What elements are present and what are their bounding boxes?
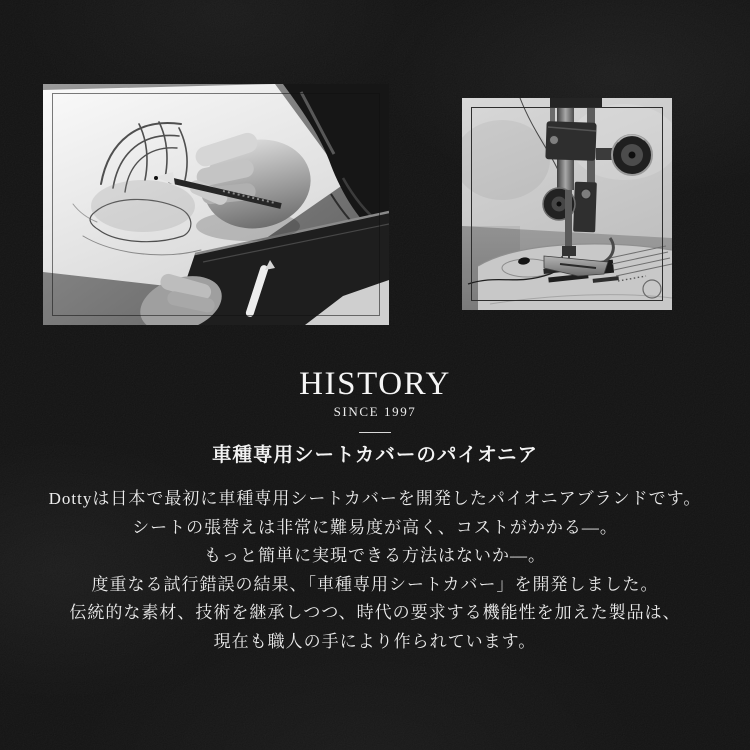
sketching-photo-illustration xyxy=(43,84,389,325)
paragraph-line: シートの張替えは非常に難易度が高く、コストがかかる―。 xyxy=(132,517,618,537)
sketching-photo xyxy=(43,84,389,325)
paragraph-line: 度重なる試行錯誤の結果、「車種専用シートカバー」を開発しました。 xyxy=(91,574,659,594)
paragraph-line: 現在も職人の手により作られています。 xyxy=(213,631,537,651)
pioneer-heading: 車種専用シートカバーのパイオニア xyxy=(211,445,539,466)
sewing-machine-illustration xyxy=(462,98,672,310)
paragraph-line: もっと簡単に実現できる方法はないか―。 xyxy=(204,546,546,565)
since-1997-label: SINCE 1997 xyxy=(333,404,417,419)
divider-line xyxy=(359,432,391,433)
history-title: HISTORY xyxy=(299,366,451,402)
paragraph-line: Dottyは日本で最初に車種専用シートカバーを開発したパイオニアブランドです。 xyxy=(48,489,702,508)
history-paragraph xyxy=(0,485,750,656)
paragraph-line: 伝統的な素材、技術を継承しつつ、時代の要求する機能性を加えた製品は、 xyxy=(69,603,681,622)
sewing-machine-photo xyxy=(462,98,672,310)
